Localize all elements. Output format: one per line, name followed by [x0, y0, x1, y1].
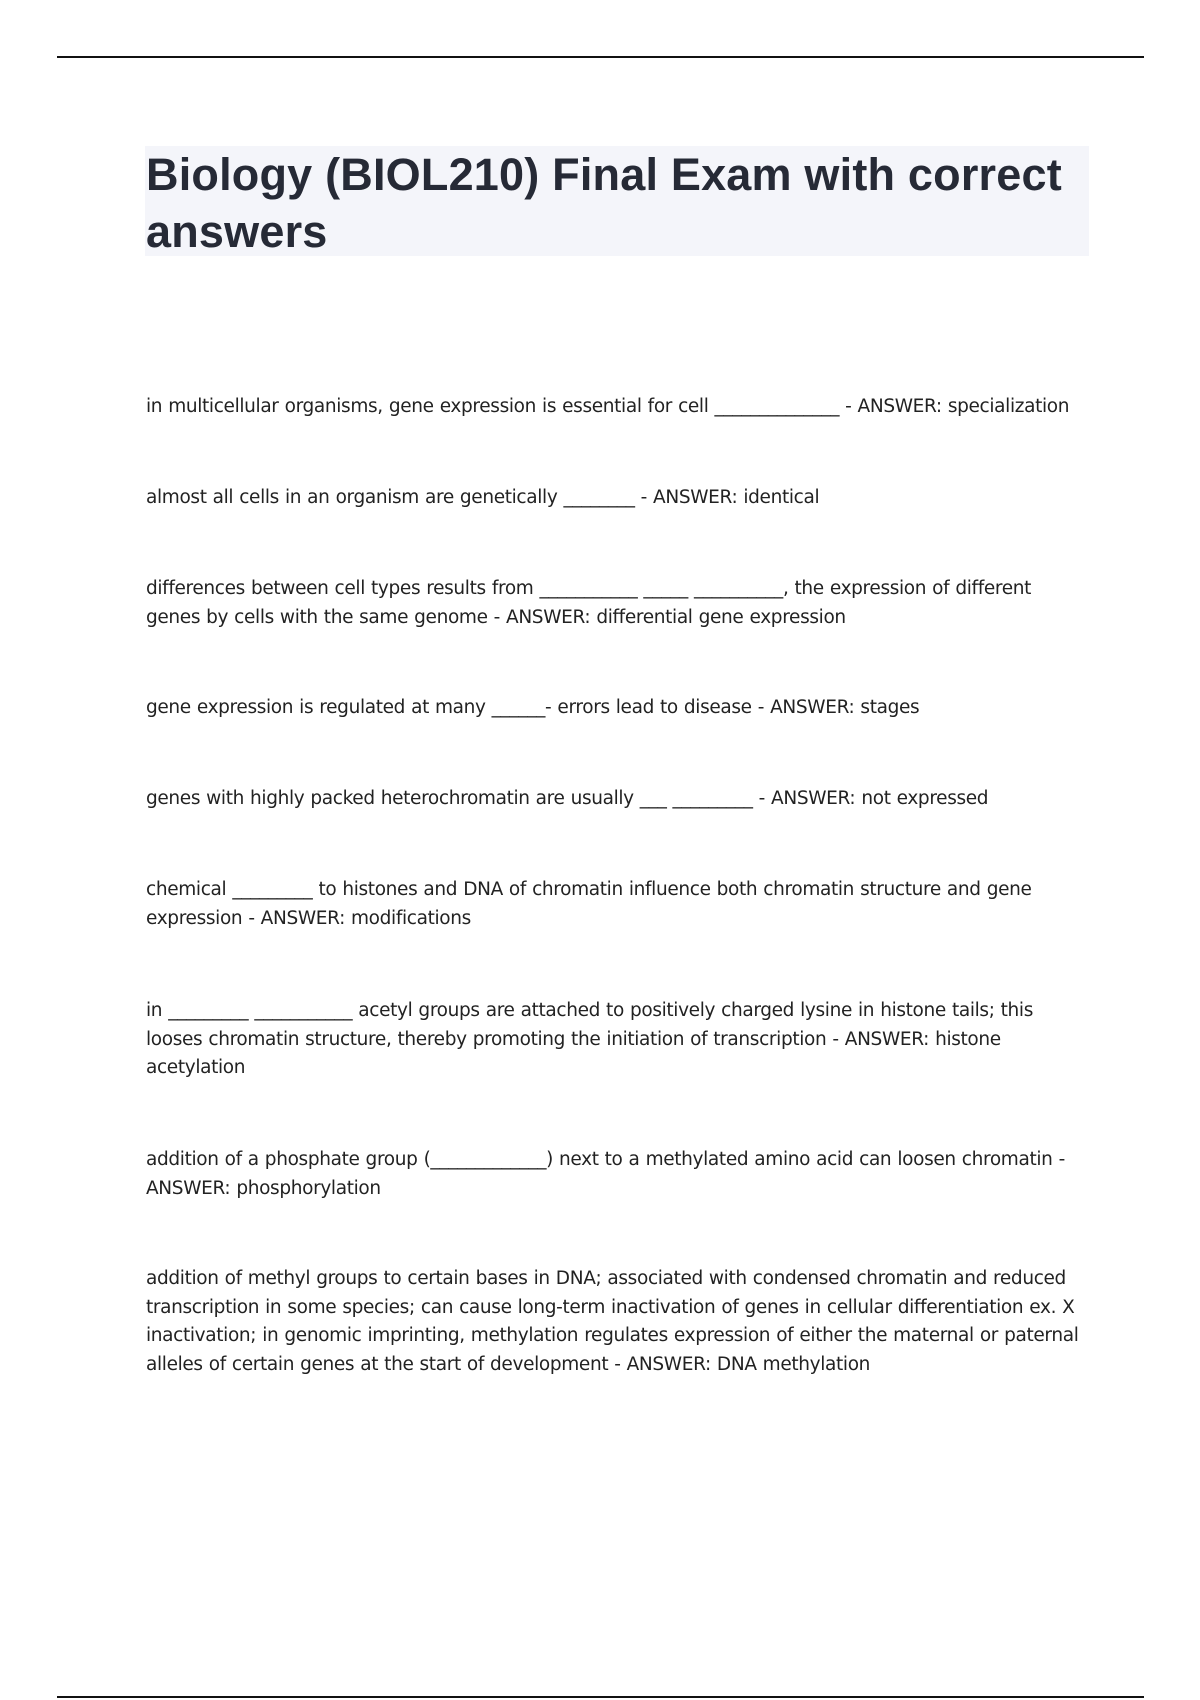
- top-rule: [57, 56, 1144, 58]
- qa-item-modifications: chemical _________ to histones and DNA of chromatin influence both chromatin structure and gene expression - ANSWER: modifications: [146, 879, 1032, 929]
- document-title: Biology (BIOL210) Final Exam with correct answers: [146, 149, 1062, 257]
- qa-item-histone-acetylation: in _________ ___________ acetyl groups are attached to positively charged lysine in histone tails; this looses chromatin structure, thereby promoting the initiation of transcription - ANSWER: histone acetylation: [146, 1000, 1033, 1078]
- qa-item-dna-methylation: addition of methyl groups to certain bases in DNA; associated with condensed chromatin and reduced transcription in some species; can cause long-term inactivation of genes in cellular differentiation ex. X inactivation; in genomic imprinting, methylation regulates expression of either the maternal or paternal alleles of certain genes at the start of development - ANSWER: DNA methylation: [146, 1268, 1079, 1375]
- qa-item-specialization: in multicellular organisms, gene expression is essential for cell ______________ - ANSWER: specialization: [146, 396, 1070, 417]
- qa-item-not-expressed: genes with highly packed heterochromatin are usually ___ _________ - ANSWER: not expressed: [146, 788, 989, 809]
- qa-item-stages: gene expression is regulated at many ______- errors lead to disease - ANSWER: stages: [146, 697, 920, 718]
- qa-item-phosphorylation: addition of a phosphate group (_____________) next to a methylated amino acid can loosen chromatin - ANSWER: phosphorylation: [146, 1149, 1065, 1199]
- qa-item-identical: almost all cells in an organism are genetically ________ - ANSWER: identical: [146, 487, 820, 508]
- bottom-rule: [57, 1696, 1144, 1698]
- qa-item-differential-gene-expression: differences between cell types results from ___________ _____ __________, the expression of different genes by cells with the same genome - ANSWER: differential gene expression: [146, 578, 1032, 628]
